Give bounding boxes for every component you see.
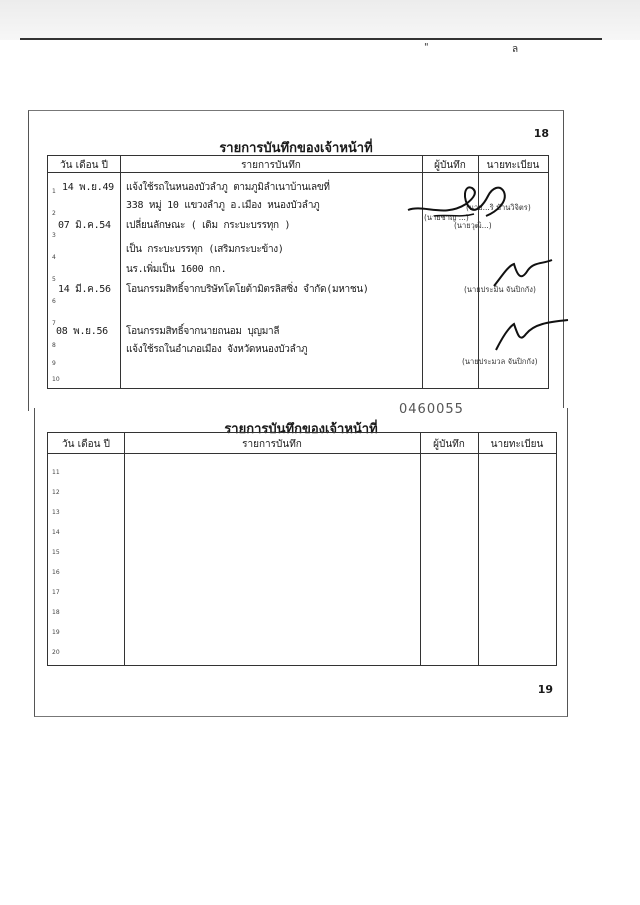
record-page-19 [34,402,568,717]
entry-text: โอนกรรมสิทธิ์จากบริษัทโตโยต้ามิตรลิสซิ่ง จำกัด(มหาชน) [126,284,369,295]
scan-top-strip [0,0,640,40]
record-table [47,155,549,389]
recorder-signature-icon [404,174,514,234]
entry-text: แจ้งใช้รถในหนองบัวลำภู ตามภูมิลำเนาบ้านเลขที่ [126,182,330,193]
row-number: 4 [52,254,56,261]
top-mark-1: " [424,42,429,53]
row-number: 5 [52,276,56,283]
row-number: 20 [52,649,60,656]
entry-date: 14 พ.ย.49 [62,182,114,193]
row-number: 14 [52,529,60,536]
entry-text: 338 หมู่ 10 แขวงลำภู อ.เมือง หนองบัวลำภู [126,200,320,211]
registrar-name: (นาย...ริ บ้านวิจิตร) [466,203,531,212]
page-number: 18 [533,127,549,140]
record-table [47,432,557,666]
row-number: 7 [52,320,56,327]
row-number: 1 [52,188,56,195]
entry-text: โอนกรรมสิทธิ์จากนายถนอม บุญมาลี [126,326,280,337]
header-registrar: นายทะเบียน [486,160,540,171]
row-number: 2 [52,210,56,217]
header-recorder: ผู้บันทึก [433,439,465,450]
entry-text: เปลี่ยนลักษณะ ( เดิม กระบะบรรทุก ) [126,220,291,231]
entry-text: แจ้งใช้รถในอำเภอเมือง จังหวัดหนองบัวลำภู [126,344,308,355]
row-number: 8 [52,342,56,349]
entry-date: 07 มิ.ค.54 [58,220,111,231]
row-number: 16 [52,569,60,576]
registrar-name: (นายประมวล จันปิกกัง) [462,357,538,366]
header-entry: รายการบันทึก [241,160,301,171]
top-mark-2: ล [512,44,519,55]
entry-text: เป็น กระบะบรรทุก (เสริมกระบะข้าง) [126,244,284,255]
page-number: 19 [537,683,553,696]
row-number: 15 [52,549,60,556]
row-number: 17 [52,589,60,596]
header-date: วัน เดือน ปี [60,160,108,171]
page-title: รายการบันทึกของเจ้าหน้าที่ [224,422,378,437]
row-number: 10 [52,376,60,383]
page-title: รายการบันทึกของเจ้าหน้าที่ [219,141,373,156]
record-page-18 [28,110,564,411]
row-number: 18 [52,609,60,616]
row-number: 12 [52,489,60,496]
header-entry: รายการบันทึก [242,439,302,450]
header-recorder: ผู้บันทึก [434,160,466,171]
row-number: 13 [52,509,60,516]
registrar-name: (นายประมิน จันปิกกัง) [464,285,536,294]
row-number: 3 [52,232,56,239]
recorder-name: (นายชาญ ...) [424,213,469,222]
header-date: วัน เดือน ปี [62,439,110,450]
row-number: 11 [52,469,60,476]
row-number: 9 [52,360,56,367]
row-number: 19 [52,629,60,636]
stamp-number: 0460055 [399,402,464,417]
registrar-signature-icon [488,316,572,356]
entry-date: 14 มี.ค.56 [58,284,111,295]
entry-date: 08 พ.ย.56 [56,326,108,337]
header-registrar: นายทะเบียน [490,439,544,450]
scan-edge-line [20,38,602,40]
recorder-name: (นายวุฒิ...) [454,221,492,230]
row-number: 6 [52,298,56,305]
registrar-signature-icon [488,256,558,292]
entry-text: นร.เพิ่มเป็น 1600 กก. [126,264,227,275]
